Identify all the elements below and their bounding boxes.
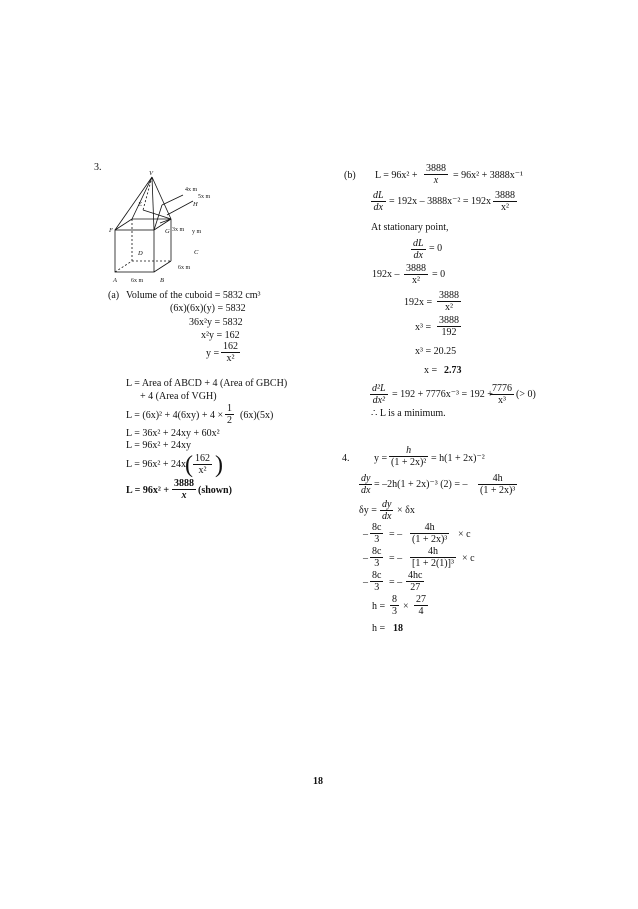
b-line-10-tail: (> 0) xyxy=(516,389,536,400)
q4-fraction-h-over: $\frac{h}{\text{(1 + 2x)²}}$ xyxy=(391,445,427,468)
label-E: E xyxy=(138,201,142,208)
b-fraction-3888-over-x2-c: $\frac{3888}{\text{x²}}$ xyxy=(439,290,459,313)
page-number: 18 xyxy=(313,776,323,787)
a-line-3: 36x²y = 5832 xyxy=(189,317,243,328)
b-line-5-tail: = 0 xyxy=(432,269,446,280)
q4-8c-over-3-c: $\frac{8c}{3}$ xyxy=(372,570,382,593)
b-line-7: x³ = xyxy=(415,322,432,333)
b-fraction-3888-over-x2: $\frac{3888}{\text{x²}}$ xyxy=(495,190,515,213)
q4-8-over-3: $\frac{8}{3}$ xyxy=(392,594,397,617)
b-fraction-3888-over-x: $\frac{3888}{x}$ xyxy=(426,163,446,186)
b-line-11: ∴ L is a minimum. xyxy=(371,408,446,419)
q4-line-4-minus: – xyxy=(363,529,368,540)
q4-answer-h: 18 xyxy=(393,623,403,634)
b-fraction-3888-over-192: $\frac{3888}{192}$ xyxy=(439,315,459,338)
q4-27-over-4: $\frac{27}{4}$ xyxy=(416,594,426,617)
q4-line-1: y = xyxy=(374,453,388,464)
a-shown: (shown) xyxy=(198,485,232,496)
q4-line-5-tail: × c xyxy=(462,553,475,564)
a-line-10: L = 96x² + 24xy xyxy=(126,440,192,451)
b-answer-x: 2.73 xyxy=(444,365,462,376)
label-A: A xyxy=(113,277,117,284)
a-line-7: + 4 (Area of VGH) xyxy=(140,391,217,402)
b-line-9: x = xyxy=(424,365,438,376)
q4-line-3-tail: × δx xyxy=(397,505,415,516)
question-3-number: 3. xyxy=(94,162,102,173)
b-dL-dx-2: $\frac{dL}{dx}$ xyxy=(413,238,424,261)
b-line-1-tail: = 96x² + 3888x⁻¹ xyxy=(453,170,524,181)
q4-line-4-tail: × c xyxy=(458,529,471,540)
b-fraction-3888-over-x2-b: $\frac{3888}{\text{x²}}$ xyxy=(406,263,426,286)
q4-fraction-4h-over: $\frac{4h}{\text{(1 + 2x)³}}$ xyxy=(480,473,516,496)
q4-dy-dx: $\frac{dy}{dx}$ xyxy=(361,473,371,496)
q4-line-3: δy = xyxy=(359,505,377,516)
a-paren-left: ( xyxy=(185,452,193,478)
b-line-1: L = 96x² + xyxy=(375,170,418,181)
label-F: F xyxy=(109,227,113,234)
b-line-6: 192x = xyxy=(404,297,433,308)
label-H: H xyxy=(193,201,198,208)
q4-line-7-times: × xyxy=(403,601,409,612)
b-line-8: x³ = 20.25 xyxy=(415,346,457,357)
b-line-10: = 192 + 7776x⁻³ = 192 + xyxy=(392,389,493,400)
a-fraction-half: $\frac{1}{2}$ xyxy=(227,403,232,426)
q4-line-5-eq: = – xyxy=(389,553,403,564)
a-line-11: L = 96x² + 24x xyxy=(126,459,187,470)
a-line-4: x²y = 162 xyxy=(201,330,240,341)
a-line-2: (6x)(6x)(y) = 5832 xyxy=(170,303,246,314)
a-line-12: L = 96x² + xyxy=(126,485,170,496)
q4-line-6-eq: = – xyxy=(389,577,403,588)
a-fraction-3888-over-x: $\frac{3888}{x}$ xyxy=(174,478,194,501)
q4-line-5-minus: – xyxy=(363,553,368,564)
q4-line-2: = –2h(1 + 2x)⁻³ (2) = – xyxy=(374,479,468,490)
dim-4x: 4x m xyxy=(185,187,198,193)
a-line-9: L = 36x² + 24xy + 60x² xyxy=(126,428,220,439)
b-fraction-7776-over-x3: $\frac{7776}{\text{x³}}$ xyxy=(492,383,512,406)
part-b-label: (b) xyxy=(344,170,356,181)
q4-4h-over-cube: $\frac{4h}{\text{(1 + 2x)³}}$ xyxy=(412,522,448,545)
q4-dy-dx-2: $\frac{dy}{dx}$ xyxy=(382,499,392,522)
label-V: V xyxy=(149,170,153,177)
a-line-5-lhs: y = xyxy=(206,348,220,359)
part-a-label: (a) xyxy=(108,290,120,301)
q4-8c-over-3: $\frac{8c}{3}$ xyxy=(372,522,382,545)
q4-4h-over-bracket: $\frac{4h}{\text{[1 + 2(1)]³}}$ xyxy=(412,546,454,569)
a-fraction-162-over-x2-b: $\frac{162}{\text{x²}}$ xyxy=(195,453,210,476)
a-line-8: L = (6x)² + 4(6xy) + 4 × xyxy=(126,410,224,421)
b-line-4: = 0 xyxy=(429,243,443,254)
q4-4hc-over-27: $\frac{4hc}{27}$ xyxy=(408,570,423,593)
dim-6x-base: 6x m xyxy=(131,278,144,284)
q4-line-7: h = xyxy=(372,601,386,612)
q4-line-4-eq: = – xyxy=(389,529,403,540)
dim-5x: 5x m xyxy=(198,194,211,200)
a-fraction-162-over-x2: $\frac{162}{\text{x²}}$ xyxy=(223,341,238,364)
a-paren-right: ) xyxy=(215,452,223,478)
label-G: G xyxy=(165,228,170,235)
b-line-3: At stationary point, xyxy=(371,222,449,233)
a-line-8-tail: (6x)(5x) xyxy=(240,410,274,421)
q4-line-1-tail: = h(1 + 2x)⁻² xyxy=(431,453,485,464)
b-line-2: = 192x – 3888x⁻² = 192x – xyxy=(389,196,499,207)
dim-6x-side: 6x m xyxy=(178,265,191,271)
question-4-number: 4. xyxy=(342,453,350,464)
label-C: C xyxy=(194,249,199,256)
q4-line-6-minus: – xyxy=(363,577,368,588)
b-dL-dx: $\frac{dL}{dx}$ xyxy=(373,190,384,213)
a-line-6: L = Area of ABCD + 4 (Area of GBCH) xyxy=(126,378,288,389)
q4-line-8: h = xyxy=(372,623,386,634)
b-d2L-dx2: $\frac{\text{d²L}}{\text{dx²}}$ xyxy=(372,383,386,406)
dim-3x: 3x m xyxy=(172,227,185,233)
dim-y: y m xyxy=(192,229,202,235)
q4-8c-over-3-b: $\frac{8c}{3}$ xyxy=(372,546,382,569)
label-B: B xyxy=(160,277,164,284)
label-D: D xyxy=(138,250,143,257)
pyramid-cuboid-diagram xyxy=(105,165,230,290)
a-line-1: Volume of the cuboid = 5832 cm³ xyxy=(126,290,261,301)
b-line-5: 192x – xyxy=(372,269,400,280)
